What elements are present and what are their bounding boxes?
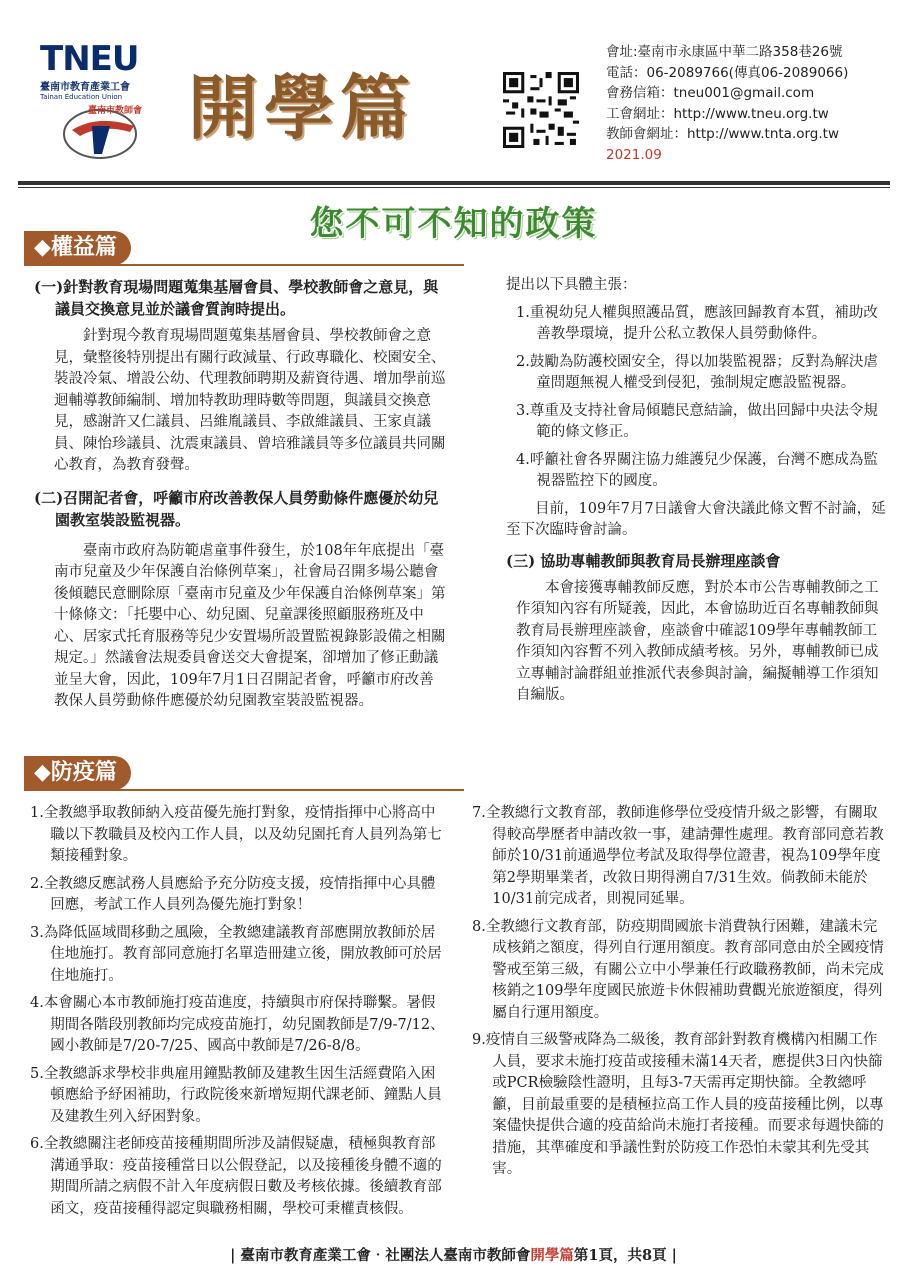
teachers-association-seal-icon [58, 100, 153, 162]
epidemic-item: 7.全教總行文教育部，教師進修學位受疫情升級之影響，有關取得較高學歷者申請改敘一事，建請彈性處理。教育部同意若教師於10/31前通過學位考試及取得學位證書，視為109學年度第2學期畢業者，改敘日期得溯自7/31生效。倘教師未能於10/31前完成者，則視同延畢。 [472, 805, 884, 907]
epidemic-right-column [472, 803, 886, 1187]
logo-english-name: Tainan Education Union [40, 93, 123, 101]
contact-info [606, 42, 848, 165]
footer-page-number: 第1頁，共8頁 | [573, 1247, 677, 1264]
claim-item: 4.呼籲社會各界關注協力維護兒少保護，台灣不應成為監視器監控下的國度。 [516, 451, 878, 489]
svg-text:臺南市教師會: 臺南市教師會 [88, 106, 143, 116]
contact-address: 會址:臺南市永康區中華二路358巷26號 [606, 44, 843, 60]
section-underline-rights [24, 264, 464, 266]
contact-union-website: 工會網址：http://www.tneu.org.tw [606, 105, 829, 122]
rights-item2-title: (二)召開記者會，呼籲市府改善教保人員勞動條件應優於幼兒園教室裝設監視器。 [34, 488, 439, 529]
claim-item: 1.重視幼兒人權與照護品質，應該回歸教育本質，補助改善教學環境，提升公私立教保人員勞動條件。 [516, 304, 878, 342]
footer-brand: 開學篇 [530, 1247, 574, 1264]
epidemic-item: 5.全教總訴求學校非典雇用鐘點教師及建教生因生活經費陷入困頓應給予紓困補助，行政院後來新增短期代課老師、鐘點人員及建教生列入紓困對象。 [30, 1065, 442, 1125]
rights-item1-title: (一)針對教育現場問題蒐集基層會員、學校教師會之意見，與議員交換意見並於議會質詢時提出。 [34, 278, 439, 318]
issue-date: 2021.09 [606, 146, 662, 163]
claim-item: 3.尊重及支持社會局傾聽民意結論，做出回歸中央法令規範的條文修正。 [516, 402, 878, 440]
qr-code-icon [503, 72, 579, 148]
epidemic-item: 2.全教總反應試務人員應給予充分防疫支援，疫情指揮中心具體回應，考試工作人員列為優先施打對象！ [30, 875, 436, 913]
page-footer [0, 1244, 907, 1265]
logo-chinese-name: 臺南市教育產業工會 [40, 82, 130, 93]
logo-tneu [40, 39, 165, 162]
epidemic-item: 3.為降低區域間移動之風險，全教總建議教育部應開放教師於居住地施打。教育部同意施打名單造冊建立後，開放教師可於居住地施打。 [30, 924, 442, 984]
epidemic-item: 9.疫情自三級警戒降為二級後，教育部針對教育機構內相關工作人員，要求未施打疫苗或接種未滿14天者，應提供3日內快篩或PCR檢驗陰性證明，且每3-7天需再定期快篩。全教總呼籲，目前最重要的是積極拉高工作人員的疫苗接種比例，以專案儘快提供合適的疫苗給尚未施打者接種。而要求每週快篩的措施，其準確度和爭議性對於防疫工作恐怕未蒙其利先受其害。 [472, 1032, 884, 1177]
rights-left-column [34, 276, 448, 713]
claim-item: 2.鼓勵為防護校園安全，得以加裝監視器；反對為解決虐童問題無視人權受到侵犯，強制規定應設監視器。 [516, 353, 878, 391]
rights-item1-body: 針對現今教育現場問題蒐集基層會員、學校教師會之意見，彙整後特別提出有關行政減量、行政專職化、校園安全、裝設冷氣、增設公幼、代理教師聘期及薪資待遇、增加學前巡迴輔導教師編制、增加特教助理時數等問題，與議員交換意見，感謝許又仁議員、呂維胤議員、李啟維議員、王家貞議員、陳怡珍議員、沈震東議員、曾培雅議員等多位議員共同關心教育，為教育發聲。 [54, 328, 446, 473]
masthead-title: 開學篇 [188, 66, 416, 149]
epidemic-item: 6.全教總關注老師疫苗接種期間所涉及請假疑慮，積極與教育部溝通爭取：疫苗接種當日以公假登記，以及接種後身體不適的期間所請之病假不計入年度病假日數及考核依據。後續教育部函文，疫苗接種得認定與職務相關，學校可秉權責核假。 [30, 1136, 442, 1217]
rights-item2-body: 臺南市政府為防範虐童事件發生，於108年年底提出「臺南市兒童及少年保護自治條例草案」，社會局召開多場公聽會後傾聽民意刪除原「臺南市兒童及少年保護自治條例草案」第十條條文：「托嬰中心、幼兒園、兒童課後照顧服務班及中心、居家式托育服務等兒少安置場所設置監視錄影設備之相關規定。」然議會法規委員會送交大會提案，卻增加了修正動議並呈大會，因此，109年7月1日召開記者會，呼籲市府改善教保人員勞動條件應優於幼兒園教室裝設監視器。 [54, 542, 446, 709]
contact-phone: 電話：06-2089766(傳真06-2089066) [606, 64, 849, 81]
epidemic-item: 1.全教總爭取教師納入疫苗優先施打對象，疫情指揮中心將高中職以下教職員及校內工作人員，以及幼兒園托育人員列為第七類接種對象。 [30, 805, 442, 864]
epidemic-item: 8.全教總行文教育部，防疫期間國旅卡消費執行困難，建議未完成核銷之額度，得列自行運用額度。教育部同意由於全國疫情警戒至第三級，有關公立中小學兼任行政職務教師，尚未完成核銷之109學年度國民旅遊卡休假補助費觀光旅遊額度，得列屬自行運用額度。 [472, 918, 884, 1021]
page-headline: 您不可不知的政策 [309, 204, 598, 244]
rights-item3-title: (三) 協助專輔教師與教育局長辦理座談會 [506, 551, 781, 570]
section-tag-rights: ◆權益篇 [24, 231, 131, 265]
contact-email: 會務信箱：tneu001@gmail.com [606, 85, 815, 101]
header-divider-thin [18, 187, 890, 188]
footer-organizations: | 臺南市教育產業工會‧社團法人臺南市教師會 [230, 1247, 531, 1264]
header-divider [18, 181, 890, 185]
claims-list [506, 303, 886, 493]
claims-intro: 提出以下具體主張： [506, 277, 637, 293]
epidemic-left-column [30, 803, 448, 1226]
contact-teachers-website: 教師會網址：http://www.tnta.org.tw [606, 126, 840, 142]
logo-wordmark: TNEU [40, 39, 139, 79]
rights-item3-body: 本會接獲專輔教師反應，對於本市公告專輔教師之工作須知內容有所疑義，因此，本會協助近百名專輔教師與教育局長辦理座談會，座談會中確認109學年專輔教師工作須知內容暫不列入教師成績考核。另外，專輔教師已成立專輔討論群組並推派代表參與討論，編擬輔導工作須知自編版。 [516, 579, 879, 703]
rights-right-column [506, 275, 886, 707]
section-underline-epidemic [24, 789, 464, 791]
section-tag-epidemic: ◆防疫篇 [24, 756, 131, 790]
claims-conclusion: 目前，109年7月7日議會大會決議此條文暫不討論，延至下次臨時會討論。 [506, 500, 886, 538]
epidemic-item: 4.本會關心本市教師施打疫苗進度，持續與市府保持聯繫。暑假期間各階段別教師均完成疫苗施打，幼兒園教師是7/9-7/12、國小教師是7/20-7/25、國高中教師是7/26-8/8。 [30, 995, 445, 1054]
